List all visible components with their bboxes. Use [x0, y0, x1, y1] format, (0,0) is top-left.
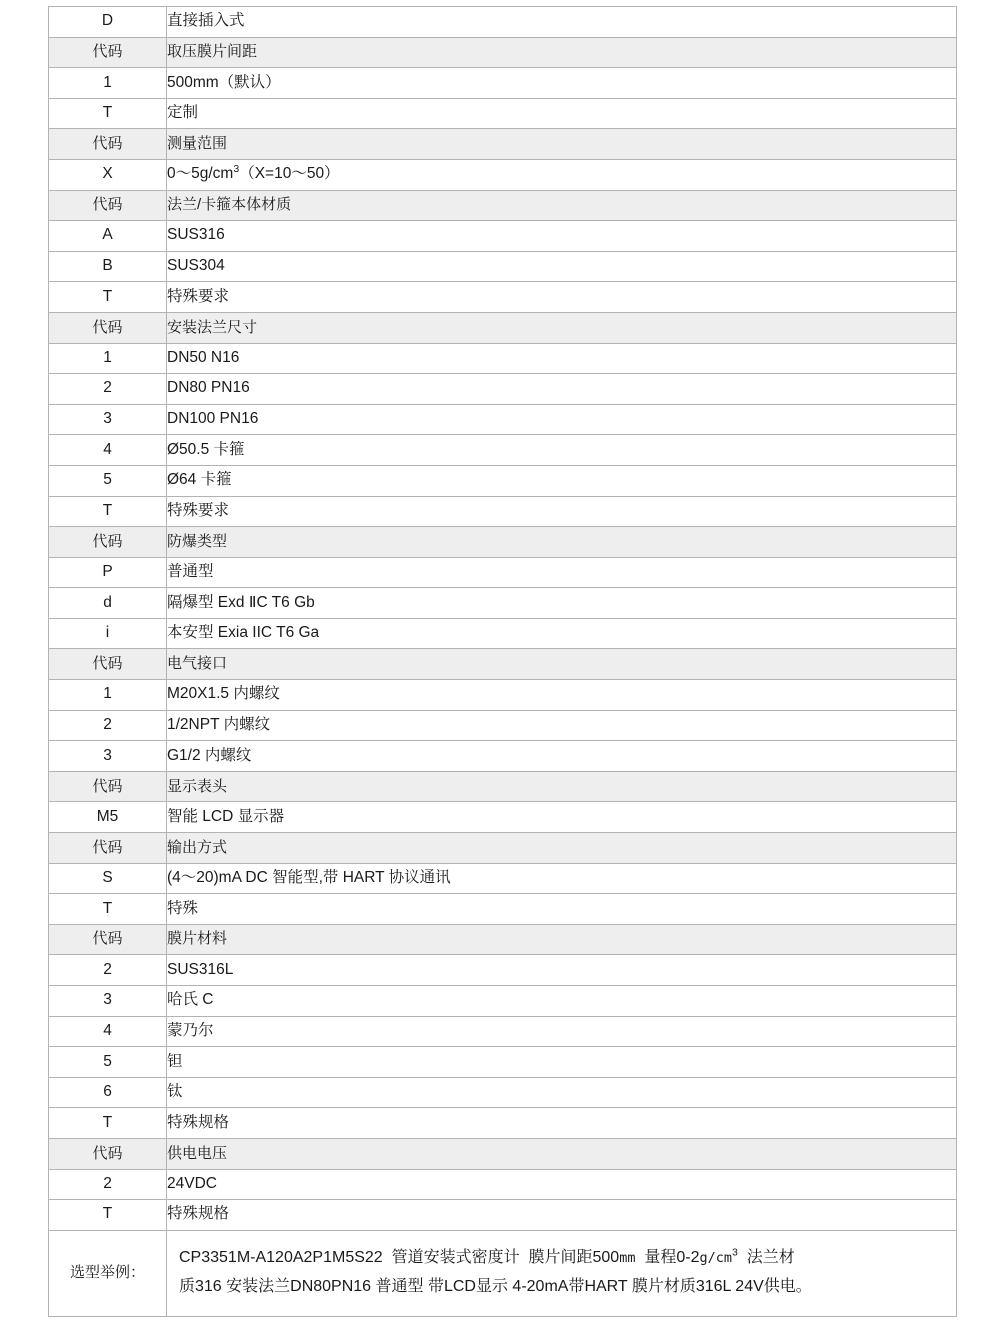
row-code: A [49, 221, 167, 252]
table-row [49, 496, 957, 527]
row-code: 代码 [49, 649, 167, 680]
row-code: 4 [49, 435, 167, 466]
row-desc: 直接插入式 [167, 7, 957, 38]
row-desc: 1/2NPT 内螺纹 [167, 710, 957, 741]
row-desc: Ø64 卡箍 [167, 465, 957, 496]
row-desc: 特殊规格 [167, 1200, 957, 1231]
row-desc: 测量范围 [167, 129, 957, 160]
table-row-header [49, 1138, 957, 1169]
example-model-code: CP3351M-A120A2P1M5S22 [179, 1248, 383, 1266]
table-row [49, 159, 957, 190]
row-desc: 钽 [167, 1047, 957, 1078]
row-desc: 哈氏 C [167, 986, 957, 1017]
row-code: 5 [49, 465, 167, 496]
example-label: 选型举例： [49, 1230, 167, 1316]
example-unit-mm: mm [619, 1249, 636, 1266]
table-row [49, 588, 957, 619]
row-desc: 特殊要求 [167, 496, 957, 527]
table-row-header [49, 649, 957, 680]
table-row [49, 7, 957, 38]
table-row [49, 618, 957, 649]
row-code: i [49, 618, 167, 649]
row-desc: M20X1.5 内螺纹 [167, 680, 957, 711]
row-code: 代码 [49, 312, 167, 343]
table-row [49, 282, 957, 313]
table-row [49, 986, 957, 1017]
table-row-header [49, 312, 957, 343]
row-code: 代码 [49, 833, 167, 864]
table-row [49, 1169, 957, 1200]
row-code: T [49, 496, 167, 527]
row-code: 1 [49, 680, 167, 711]
row-code: 3 [49, 404, 167, 435]
row-desc: DN50 N16 [167, 343, 957, 374]
row-desc: DN80 PN16 [167, 374, 957, 405]
table-row [49, 1108, 957, 1139]
row-code: 1 [49, 68, 167, 99]
example-desc-c: 量程0-2 [644, 1248, 700, 1266]
table-row-header [49, 771, 957, 802]
table-row [49, 1200, 957, 1231]
row-desc: 特殊要求 [167, 282, 957, 313]
row-code: T [49, 282, 167, 313]
row-code: 2 [49, 1169, 167, 1200]
example-row [49, 1230, 957, 1316]
example-unit-exponent: 3 [732, 1246, 738, 1259]
table-row [49, 1047, 957, 1078]
row-desc: 取压膜片间距 [167, 37, 957, 68]
row-desc: 隔爆型 Exd ⅡC T6 Gb [167, 588, 957, 619]
row-desc: DN100 PN16 [167, 404, 957, 435]
row-code: 代码 [49, 190, 167, 221]
row-desc: 普通型 [167, 557, 957, 588]
row-desc: SUS316L [167, 955, 957, 986]
example-content [167, 1230, 957, 1316]
table-row [49, 680, 957, 711]
table-row [49, 955, 957, 986]
row-desc: 蒙乃尔 [167, 1016, 957, 1047]
table-row-header [49, 924, 957, 955]
row-desc: G1/2 内螺纹 [167, 741, 957, 772]
table-row-header [49, 527, 957, 558]
row-code: 5 [49, 1047, 167, 1078]
row-code: 3 [49, 741, 167, 772]
row-desc: 膜片材料 [167, 924, 957, 955]
table-row [49, 374, 957, 405]
row-code: 1 [49, 343, 167, 374]
row-desc: SUS304 [167, 251, 957, 282]
table-row [49, 251, 957, 282]
row-code: 代码 [49, 771, 167, 802]
row-code: B [49, 251, 167, 282]
table-row [49, 343, 957, 374]
table-row-header [49, 37, 957, 68]
row-code: D [49, 7, 167, 38]
table-row [49, 863, 957, 894]
row-code: T [49, 1200, 167, 1231]
row-code: 代码 [49, 37, 167, 68]
row-desc: 特殊 [167, 894, 957, 925]
row-desc-range [167, 159, 957, 190]
row-code: T [49, 894, 167, 925]
row-desc: 定制 [167, 98, 957, 129]
row-desc: 供电电压 [167, 1138, 957, 1169]
row-code: d [49, 588, 167, 619]
row-desc: 输出方式 [167, 833, 957, 864]
row-desc: SUS316 [167, 221, 957, 252]
row-desc: 安装法兰尺寸 [167, 312, 957, 343]
row-code: 2 [49, 374, 167, 405]
row-code: 4 [49, 1016, 167, 1047]
table-row [49, 98, 957, 129]
table-row [49, 435, 957, 466]
row-code: P [49, 557, 167, 588]
row-desc: 显示表头 [167, 771, 957, 802]
table-row [49, 1016, 957, 1047]
table-row [49, 802, 957, 833]
row-desc: Ø50.5 卡箍 [167, 435, 957, 466]
example-unit-density: g/cm [699, 1249, 732, 1266]
table-row [49, 68, 957, 99]
table-row [49, 710, 957, 741]
range-value: 0～5g/cm [167, 165, 234, 183]
table-row-header [49, 129, 957, 160]
row-code: T [49, 98, 167, 129]
spec-table-page [48, 6, 956, 1317]
row-code: 代码 [49, 129, 167, 160]
example-desc-d: 法兰材 [746, 1248, 795, 1266]
range-suffix: （X=10～50） [239, 165, 340, 183]
example-line-2: 质316 安装法兰DN80PN16 普通型 带LCD显示 4-20mA带HART 膜片材质316L 24V供电。 [179, 1278, 812, 1296]
row-code: 2 [49, 710, 167, 741]
row-desc: 本安型 Exia IIC T6 Ga [167, 618, 957, 649]
table-row [49, 465, 957, 496]
example-line-1 [179, 1243, 942, 1273]
row-desc: 500mm（默认） [167, 68, 957, 99]
range-exponent: 3 [233, 163, 240, 176]
table-row [49, 1077, 957, 1108]
row-desc: 法兰/卡箍本体材质 [167, 190, 957, 221]
table-row [49, 894, 957, 925]
row-desc: 电气接口 [167, 649, 957, 680]
row-code: 2 [49, 955, 167, 986]
row-code: 代码 [49, 924, 167, 955]
row-desc: 24VDC [167, 1169, 957, 1200]
example-desc-b: 膜片间距500 [528, 1248, 620, 1266]
row-code: M5 [49, 802, 167, 833]
row-code: X [49, 159, 167, 190]
row-desc: 智能 LCD 显示器 [167, 802, 957, 833]
table-row-header [49, 190, 957, 221]
row-desc: 钛 [167, 1077, 957, 1108]
row-code: S [49, 863, 167, 894]
row-code: 6 [49, 1077, 167, 1108]
table-body [49, 7, 957, 1317]
table-row [49, 557, 957, 588]
table-row-header [49, 833, 957, 864]
row-code: 3 [49, 986, 167, 1017]
row-code: T [49, 1108, 167, 1139]
selection-code-table [48, 6, 957, 1317]
example-desc-a: 管道安装式密度计 [391, 1248, 520, 1266]
row-code: 代码 [49, 1138, 167, 1169]
table-row [49, 741, 957, 772]
table-row [49, 221, 957, 252]
row-desc: (4～20)mA DC 智能型,带 HART 协议通讯 [167, 863, 957, 894]
row-desc: 防爆类型 [167, 527, 957, 558]
table-row [49, 404, 957, 435]
row-code: 代码 [49, 527, 167, 558]
row-desc: 特殊规格 [167, 1108, 957, 1139]
